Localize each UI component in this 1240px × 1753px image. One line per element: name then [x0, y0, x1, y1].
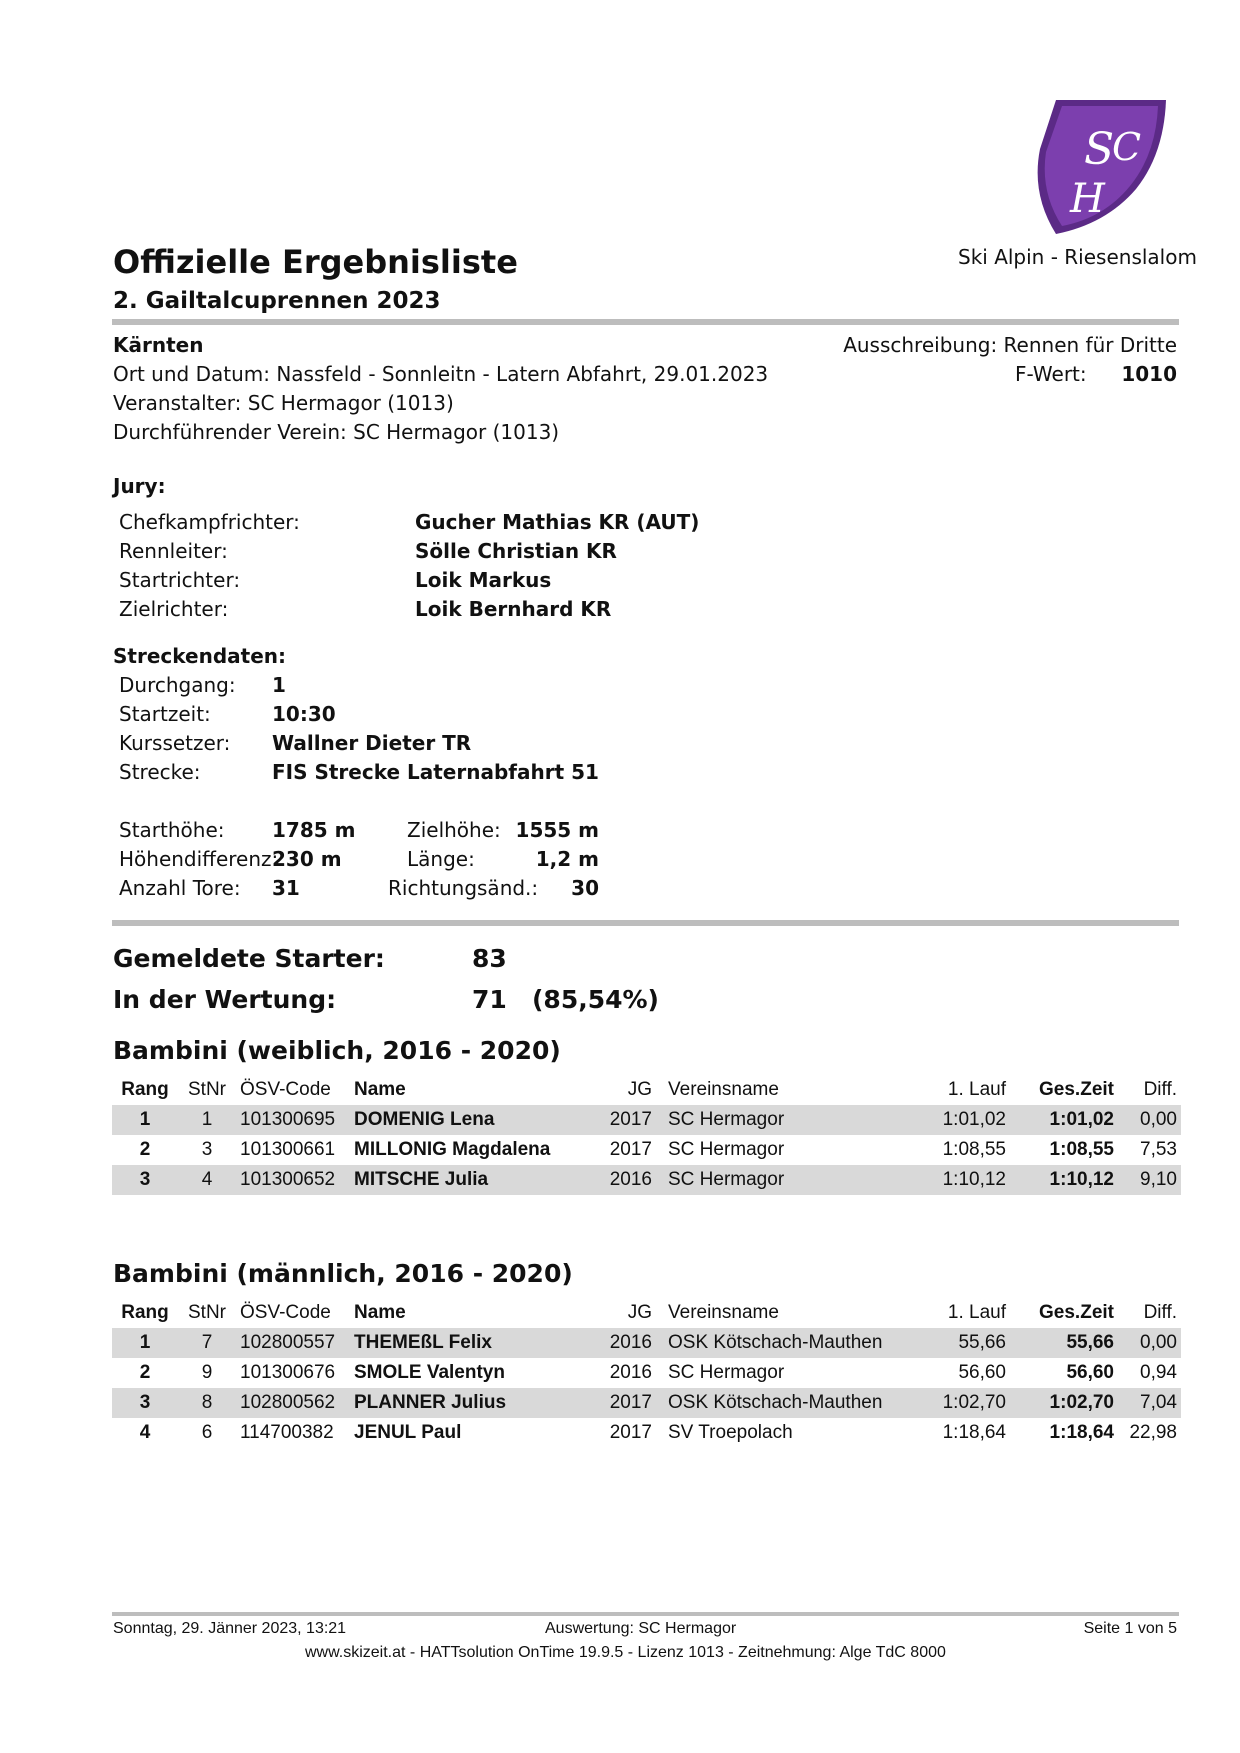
jury-label: Startrichter:: [119, 568, 241, 592]
cell-verein: SC Hermagor: [668, 1362, 785, 1383]
club-logo: [1026, 94, 1176, 239]
strecke-label: Strecke:: [119, 760, 201, 784]
cell-verein: OSK Kötschach-Mauthen: [656, 1388, 902, 1418]
cell-rang: 3: [112, 1165, 178, 1195]
col-diff: Diff.: [1143, 1079, 1177, 1100]
strecke-value: 10:30: [272, 702, 336, 726]
cell-lauf: 1:01,02: [902, 1105, 1010, 1135]
col-jg: JG: [627, 1079, 652, 1100]
cell-jg: 2017: [609, 1139, 652, 1160]
cell-code: 114700382: [240, 1422, 334, 1443]
cell-jg: 2017: [598, 1105, 656, 1135]
col-lauf: 1. Lauf: [947, 1079, 1006, 1100]
footer-software: www.skizeit.at - HATTsolution OnTime 19.9.5 - Lizenz 1013 - Zeitnehmung: Alge TdC 8000: [305, 1644, 946, 1661]
cell-stnr: 8: [178, 1388, 236, 1418]
strecke-label: Durchgang:: [119, 673, 236, 697]
gemeldete-starter-value: 83: [472, 944, 507, 973]
stat-label: Richtungsänd.:: [388, 876, 539, 900]
strecke-heading: Streckendaten:: [113, 644, 286, 668]
cell-stnr: 3: [201, 1139, 213, 1160]
cell-name: PLANNER Julius: [350, 1388, 598, 1418]
table-row: [112, 1418, 1181, 1448]
svg-text:H: H: [1070, 176, 1105, 222]
cell-rang: 2: [139, 1139, 151, 1160]
cell-code: 102800557: [236, 1328, 350, 1358]
table-row: [112, 1328, 1181, 1358]
cell-rang: 4: [139, 1422, 151, 1443]
discipline: Ski Alpin - Riesenslalom: [958, 245, 1197, 269]
strecke-value: Wallner Dieter TR: [272, 731, 472, 755]
col-diff: Diff.: [1143, 1302, 1177, 1323]
category-title: Bambini (männlich, 2016 - 2020): [113, 1259, 573, 1288]
cell-jg: 2017: [609, 1422, 652, 1443]
cell-code: 101300661: [240, 1139, 336, 1160]
col-ges: Ges.Zeit: [1039, 1302, 1114, 1323]
table-row: [112, 1135, 1181, 1165]
footer-auswertung: Auswertung: SC Hermagor: [545, 1620, 737, 1637]
cell-stnr: 7: [178, 1328, 236, 1358]
table-row: [112, 1358, 1181, 1388]
col-code: ÖSV-Code: [240, 1079, 331, 1100]
col-rang: Rang: [121, 1302, 169, 1323]
cell-diff: 7,04: [1118, 1388, 1181, 1418]
cell-lauf: 1:10,12: [902, 1165, 1010, 1195]
col-stnr: StNr: [188, 1302, 226, 1323]
cell-name: MILLONIG Magdalena: [354, 1139, 551, 1160]
col-jg: JG: [627, 1302, 652, 1323]
svg-text:C: C: [1112, 125, 1142, 169]
cell-ges: 1:01,02: [1010, 1105, 1118, 1135]
jury-heading: Jury:: [113, 474, 166, 498]
page-subtitle: 2. Gailtalcuprennen 2023: [113, 288, 441, 314]
stat-label: Starthöhe:: [119, 818, 225, 842]
jury-value: Sölle Christian KR: [415, 539, 617, 563]
stat-value: 230 m: [272, 847, 342, 871]
col-code: ÖSV-Code: [240, 1302, 331, 1323]
cell-diff: 0,94: [1140, 1362, 1177, 1383]
cell-jg: 2016: [598, 1165, 656, 1195]
veranstalter: Veranstalter: SC Hermagor (1013): [113, 391, 454, 415]
cell-rang: 3: [112, 1388, 178, 1418]
cell-verein: SC Hermagor: [656, 1165, 902, 1195]
table-row: [112, 1105, 1181, 1135]
gemeldete-starter-label: Gemeldete Starter:: [113, 944, 385, 973]
divider: [112, 920, 1179, 926]
durchfuehrender-verein: Durchführender Verein: SC Hermagor (1013): [113, 420, 560, 444]
cell-rang: 2: [139, 1362, 151, 1383]
cell-stnr: 6: [201, 1422, 213, 1443]
footer-divider: [112, 1612, 1179, 1616]
ort-datum: Ort und Datum: Nassfeld - Sonnleitn - Latern Abfahrt, 29.01.2023: [113, 362, 769, 386]
col-name: Name: [354, 1302, 406, 1323]
cell-diff: 7,53: [1140, 1139, 1177, 1160]
cell-lauf: 1:08,55: [942, 1139, 1006, 1160]
cell-lauf: 56,60: [958, 1362, 1006, 1383]
cell-code: 101300695: [236, 1105, 350, 1135]
divider: [112, 319, 1179, 325]
stat-value: 30: [571, 876, 599, 900]
cell-ges: 1:10,12: [1010, 1165, 1118, 1195]
jury-label: Rennleiter:: [119, 539, 228, 563]
cell-verein: SV Troepolach: [668, 1422, 793, 1443]
cell-ges: 1:18,64: [1049, 1422, 1114, 1443]
cell-ges: 56,60: [1066, 1362, 1114, 1383]
table-row: [112, 1388, 1181, 1418]
stat-value: 1555 m: [515, 818, 599, 842]
col-rang: Rang: [121, 1079, 169, 1100]
jury-value: Loik Bernhard KR: [415, 597, 612, 621]
results-table: [112, 1298, 1181, 1448]
cell-name: THEMEßL Felix: [350, 1328, 598, 1358]
stat-value: 1,2 m: [535, 847, 599, 871]
col-name: Name: [354, 1079, 406, 1100]
cell-name: DOMENIG Lena: [350, 1105, 598, 1135]
results-table: [112, 1075, 1181, 1195]
stat-label: Höhendifferenz:: [119, 847, 279, 871]
cell-diff: 22,98: [1129, 1422, 1177, 1443]
cell-lauf: 1:18,64: [942, 1422, 1006, 1443]
cell-verein: SC Hermagor: [656, 1105, 902, 1135]
cell-ges: 55,66: [1010, 1328, 1118, 1358]
cell-name: SMOLE Valentyn: [354, 1362, 505, 1383]
cell-stnr: 9: [201, 1362, 213, 1383]
cell-lauf: 55,66: [902, 1328, 1010, 1358]
jury-label: Zielrichter:: [119, 597, 229, 621]
cell-verein: SC Hermagor: [668, 1139, 785, 1160]
stat-value: 31: [272, 876, 300, 900]
table-header-row: [112, 1075, 1181, 1105]
stat-value: 1785 m: [272, 818, 356, 842]
jury-value: Gucher Mathias KR (AUT): [415, 510, 700, 534]
cell-jg: 2017: [598, 1388, 656, 1418]
strecke-value: 1: [272, 673, 286, 697]
cell-name: MITSCHE Julia: [350, 1165, 598, 1195]
strecke-label: Startzeit:: [119, 702, 211, 726]
table-header-row: [112, 1298, 1181, 1328]
strecke-label: Kurssetzer:: [119, 731, 231, 755]
cell-code: 101300652: [236, 1165, 350, 1195]
col-ges: Ges.Zeit: [1039, 1079, 1114, 1100]
col-verein: Vereinsname: [668, 1079, 779, 1100]
region: Kärnten: [113, 333, 204, 357]
strecke-value: FIS Strecke Laternabfahrt 51: [272, 760, 599, 784]
cell-ges: 1:02,70: [1010, 1388, 1118, 1418]
col-lauf: 1. Lauf: [947, 1302, 1006, 1323]
cell-diff: 0,00: [1118, 1105, 1181, 1135]
cell-jg: 2016: [609, 1362, 652, 1383]
cell-rang: 1: [112, 1105, 178, 1135]
cell-ges: 1:08,55: [1049, 1139, 1114, 1160]
cell-name: JENUL Paul: [354, 1422, 462, 1443]
in-wertung-label: In der Wertung:: [113, 985, 337, 1014]
jury-value: Loik Markus: [415, 568, 552, 592]
in-wertung-percent: (85,54%): [532, 985, 659, 1014]
stat-label: Zielhöhe:: [407, 818, 501, 842]
cell-verein: OSK Kötschach-Mauthen: [656, 1328, 902, 1358]
in-wertung-value: 71: [472, 985, 507, 1014]
footer-datetime: Sonntag, 29. Jänner 2023, 13:21: [113, 1620, 347, 1637]
cell-jg: 2016: [598, 1328, 656, 1358]
cell-stnr: 4: [178, 1165, 236, 1195]
stat-label: Länge:: [407, 847, 475, 871]
page-title: Offizielle Ergebnisliste: [113, 243, 518, 281]
col-stnr: StNr: [188, 1079, 226, 1100]
footer-page: Seite 1 von 5: [1083, 1620, 1177, 1637]
category-title: Bambini (weiblich, 2016 - 2020): [113, 1036, 561, 1065]
cell-stnr: 1: [178, 1105, 236, 1135]
cell-diff: 0,00: [1118, 1328, 1181, 1358]
table-row: [112, 1165, 1181, 1195]
cell-diff: 9,10: [1118, 1165, 1181, 1195]
cell-rang: 1: [112, 1328, 178, 1358]
cell-code: 102800562: [236, 1388, 350, 1418]
jury-label: Chefkampfrichter:: [119, 510, 300, 534]
fwert-value: 1010: [1121, 362, 1177, 386]
col-verein: Vereinsname: [668, 1302, 779, 1323]
ausschreibung: Ausschreibung: Rennen für Dritte: [843, 333, 1177, 357]
svg-text:S: S: [1084, 124, 1115, 175]
stat-label: Anzahl Tore:: [119, 876, 241, 900]
cell-lauf: 1:02,70: [902, 1388, 1010, 1418]
fwert-label: F-Wert:: [1015, 362, 1087, 386]
cell-code: 101300676: [240, 1362, 336, 1383]
